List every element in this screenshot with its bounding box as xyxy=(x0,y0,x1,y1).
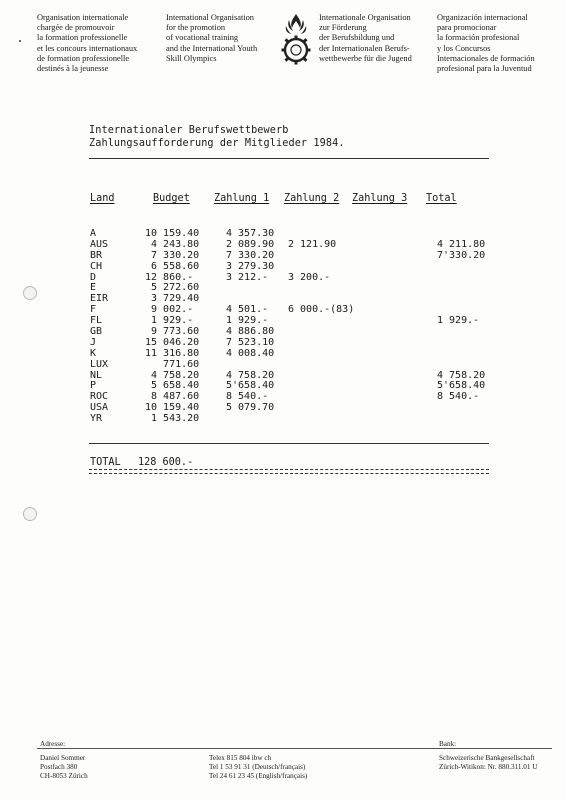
cell-budget: 15 046.20 xyxy=(145,336,200,348)
document-title: Internationaler Berufswettbewerb xyxy=(89,125,289,136)
cell-total: 8 540.- xyxy=(437,391,480,403)
cell-land: FL xyxy=(90,315,103,327)
table-row xyxy=(0,250,566,261)
cell-zahlung-1: 3 212.- xyxy=(226,271,269,283)
cell-budget: 8 487.60 xyxy=(145,391,200,403)
footer-divider xyxy=(37,748,552,749)
table-row xyxy=(0,348,566,359)
cell-total: 4 758.20 xyxy=(437,369,486,381)
cell-zahlung-1: 8 540.- xyxy=(226,391,269,403)
cell-zahlung-1: 5 079.70 xyxy=(226,402,275,414)
table-row xyxy=(0,337,566,348)
cell-zahlung-1: 4 886.80 xyxy=(226,326,275,338)
cell-land: AUS xyxy=(90,238,109,250)
table-row xyxy=(0,315,566,326)
cell-land: BR xyxy=(90,249,103,261)
cell-land: P xyxy=(90,380,97,392)
cell-budget: 9 773.60 xyxy=(145,326,200,338)
cell-budget: 12 860.- xyxy=(145,271,194,283)
payment-table-body xyxy=(0,228,566,424)
cell-land: ROC xyxy=(90,391,109,403)
table-row xyxy=(0,391,566,402)
cell-zahlung-1: 4 008.40 xyxy=(226,347,275,359)
cell-land: E xyxy=(90,282,97,294)
gear-flame-emblem-icon xyxy=(281,12,311,68)
table-row xyxy=(0,282,566,293)
total-value: 128 600.- xyxy=(138,457,194,468)
cell-budget: 4 243.80 xyxy=(145,238,200,250)
cell-zahlung-1: 3 279.30 xyxy=(226,260,275,272)
letterhead-spanish: Organización internacional para promocionar la formación profesional y los Concursos Internacionales de formación profesional para la Juventud xyxy=(437,13,535,74)
cell-budget: 1 543.20 xyxy=(145,413,200,425)
cell-budget: 6 558.60 xyxy=(145,260,200,272)
table-row xyxy=(0,239,566,250)
cell-zahlung-1: 4 501.- xyxy=(226,304,269,316)
cell-budget: 10 159.40 xyxy=(145,228,200,239)
cell-land: A xyxy=(90,228,97,239)
cell-zahlung-1: 7 330.20 xyxy=(226,249,275,261)
cell-land: USA xyxy=(90,402,109,414)
cell-total: 4 211.80 xyxy=(437,238,486,250)
cell-total: 5'658.40 xyxy=(437,380,486,392)
table-row xyxy=(0,359,566,370)
column-header-zahlung-2: Zahlung 2 xyxy=(284,193,340,204)
footer-address-label: Adresse: xyxy=(40,740,66,748)
footer-contact: Telex 815 804 ibw ch Tel 1 53 91 31 (Deutsch/français) Tel 24 61 23 45 (English/français) xyxy=(209,754,308,780)
punch-hole xyxy=(23,286,37,300)
column-header-zahlung-1: Zahlung 1 xyxy=(214,193,270,204)
cell-land: YR xyxy=(90,413,103,425)
margin-dot xyxy=(19,40,21,42)
column-header-land: Land xyxy=(90,193,115,204)
cell-zahlung-1: 4 758.20 xyxy=(226,369,275,381)
cell-land: D xyxy=(90,271,97,283)
cell-budget: 10 159.40 xyxy=(145,402,200,414)
table-row xyxy=(0,304,566,315)
document-subtitle: Zahlungsaufforderung der Mitglieder 1984. xyxy=(89,138,345,149)
cell-land: F xyxy=(90,304,97,316)
letterhead-english: International Organisation for the promotion of vocational training and the International Youth Skill Olympics xyxy=(166,13,258,63)
column-header-budget: Budget xyxy=(153,193,190,204)
cell-zahlung-2: 2 121.90 xyxy=(288,238,337,250)
cell-budget: 9 002.- xyxy=(145,304,194,316)
table-row xyxy=(0,380,566,391)
total-label: TOTAL xyxy=(90,457,121,468)
table-row xyxy=(0,402,566,413)
cell-zahlung-1: 1 929.- xyxy=(226,315,269,327)
letterhead-german: Internationale Organisation zur Förderung der Berufsbildung und der Internationalen Berufs- wettbewerbe für die Jugend xyxy=(319,13,412,63)
cell-zahlung-1: 2 089.90 xyxy=(226,238,275,250)
table-row xyxy=(0,326,566,337)
cell-budget: 1 929.- xyxy=(145,315,194,327)
cell-budget: 11 316.80 xyxy=(145,347,200,359)
footer-bank: Schweizerische Bankgesellschaft Zürich-Witikon: Nr. 880.311.01 U xyxy=(439,754,538,771)
cell-land: EIR xyxy=(90,293,109,305)
table-row xyxy=(0,261,566,272)
cell-budget: 5 272.60 xyxy=(145,282,200,294)
column-header-zahlung-3: Zahlung 3 xyxy=(352,193,408,204)
table-row xyxy=(0,370,566,381)
cell-land: CH xyxy=(90,260,103,272)
cell-budget: 3 729.40 xyxy=(145,293,200,305)
table-row xyxy=(0,413,566,424)
cell-land: J xyxy=(90,336,97,348)
cell-land: LUX xyxy=(90,358,109,370)
double-underline xyxy=(89,469,489,474)
cell-zahlung-1: 5'658.40 xyxy=(226,380,275,392)
footer-bank-label: Bank: xyxy=(439,740,457,748)
cell-total: 7'330.20 xyxy=(437,249,486,261)
cell-total: 1 929.- xyxy=(437,315,480,327)
cell-land: GB xyxy=(90,326,103,338)
punch-hole xyxy=(23,507,37,521)
cell-budget: 4 758.20 xyxy=(145,369,200,381)
cell-zahlung-2: 6 000.-(83) xyxy=(288,304,355,316)
column-header-total: Total xyxy=(426,193,457,204)
cell-zahlung-2: 3 200.- xyxy=(288,271,331,283)
cell-budget: 5 658.40 xyxy=(145,380,200,392)
footer-address: Daniel Sommer Postfach 380 CH-8053 Zürich xyxy=(40,754,88,780)
letterhead-french: Organisation internationale chargée de promouvoir la formation professionelle et les concours internationaux de formation professionelle destinés à la jeunesse xyxy=(37,13,138,74)
title-divider xyxy=(89,158,489,159)
table-row xyxy=(0,228,566,239)
cell-budget: 771.60 xyxy=(145,358,200,370)
cell-zahlung-1: 7 523.10 xyxy=(226,336,275,348)
cell-budget: 7 330.20 xyxy=(145,249,200,261)
table-row xyxy=(0,293,566,304)
sum-divider xyxy=(89,443,489,444)
cell-land: K xyxy=(90,347,97,359)
table-row xyxy=(0,272,566,283)
cell-land: NL xyxy=(90,369,103,381)
cell-zahlung-1: 4 357.30 xyxy=(226,228,275,239)
